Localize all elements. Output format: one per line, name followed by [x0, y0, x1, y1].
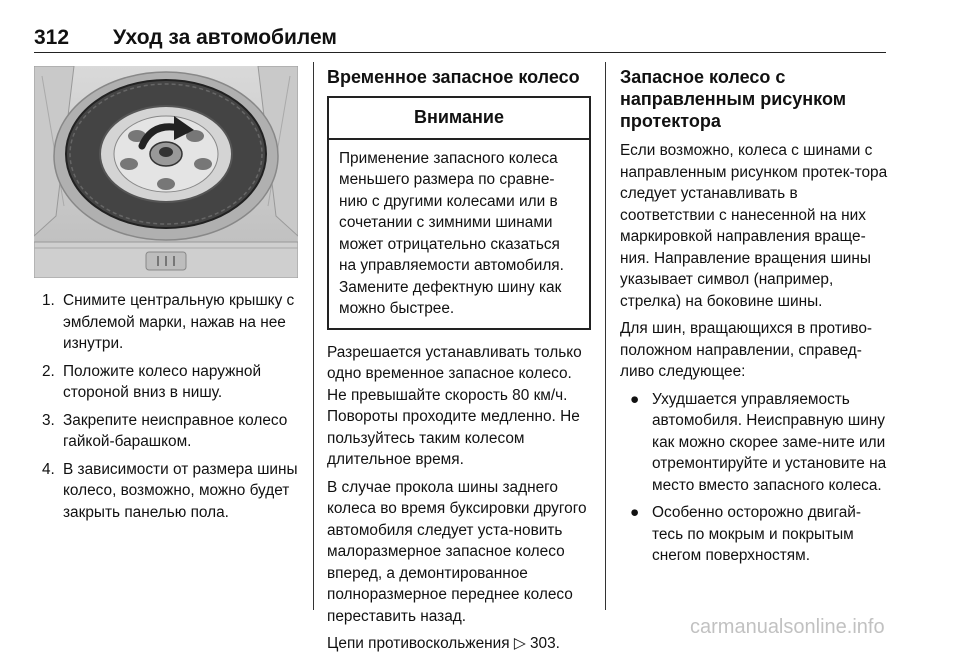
paragraph: Если возможно, колеса с шинами с направленным рисунком протек-тора следует устанавливать в соответствии с нанесенной на них маркировкой направления враще-ния. Направление вращения шины указывает символ (например, стрелка) на боковине шины. [620, 142, 888, 310]
paragraph: Разрешается устанавливать только одно временное запасное колесо. Не превышайте скорость 80 км/ч. Повороты проходите медленно. Не пользуйтесь таким колесом длительное время. [327, 343, 582, 468]
step-item: 3. Закрепите неисправное колесо гайкой-барашком. [42, 411, 288, 450]
cross-reference-paragraph: Цепи противоскольжения ▷ 303. [327, 635, 560, 652]
step-item: 2. Положите колесо наружной стороной вниз в нишу. [42, 362, 262, 401]
bullet-list [620, 389, 888, 567]
middle-column [327, 66, 591, 661]
watermark: carmanualsonline.info [690, 616, 885, 638]
section-heading-directional-spare: Запасное колесо с направленным рисунком протектора [620, 67, 847, 131]
chapter-title: Уход за автомобилем [113, 26, 337, 49]
header-rule [34, 52, 886, 53]
right-column [620, 66, 888, 573]
column-rule-2 [605, 62, 606, 610]
page-reference-icon: ▷ [513, 635, 526, 652]
bullet-icon: ● [630, 504, 640, 521]
column-rule-1 [313, 62, 314, 610]
warning-box [327, 96, 591, 330]
list-item: ● Ухудшается управляемость автомобиля. Неисправную шину как можно скорее заме-ните или отремонтируйте и установите на место вместо запасного колеса. [630, 390, 887, 494]
page-header [34, 22, 886, 52]
step-item: 4. В зависимости от размера шины колесо, возможно, можно будет закрыть панелью пола. [42, 460, 298, 521]
warning-text: Применение запасного колеса меньшего размера по сравне-нию с другими колесами или в сочетании с зимними шинами может отрицательно сказаться на управляемости автомобиля. Замените дефектную шину как можно быстрее. [339, 149, 564, 317]
section-heading-temporary-spare: Временное запасное колесо [327, 67, 580, 87]
paragraph: В случае прокола шины заднего колеса во время буксировки другого автомобиля следует уста-новить малоразмерное запасное колесо вперед, а демонтированное полноразмерное переднее колесо переставить назад. [327, 478, 587, 625]
steps-list [42, 290, 304, 523]
bullet-icon: ● [630, 390, 640, 408]
page-reference-link[interactable]: 303. [529, 635, 560, 652]
paragraph: Для шин, вращающихся в противо-положном направлении, справед-ливо следующее: [620, 320, 873, 380]
spare-wheel-icon [34, 66, 298, 278]
left-column [42, 290, 304, 529]
warning-title: Внимание [329, 98, 589, 140]
list-item: ● Особенно осторожно двигай-тесь по мокрым и покрытым снегом поверхностям. [630, 504, 862, 564]
page-number: 312 [34, 26, 70, 49]
spare-wheel-illustration [34, 66, 298, 278]
step-item: 1. Снимите центральную крышку с эмблемой марки, нажав на нее изнутри. [42, 292, 295, 352]
